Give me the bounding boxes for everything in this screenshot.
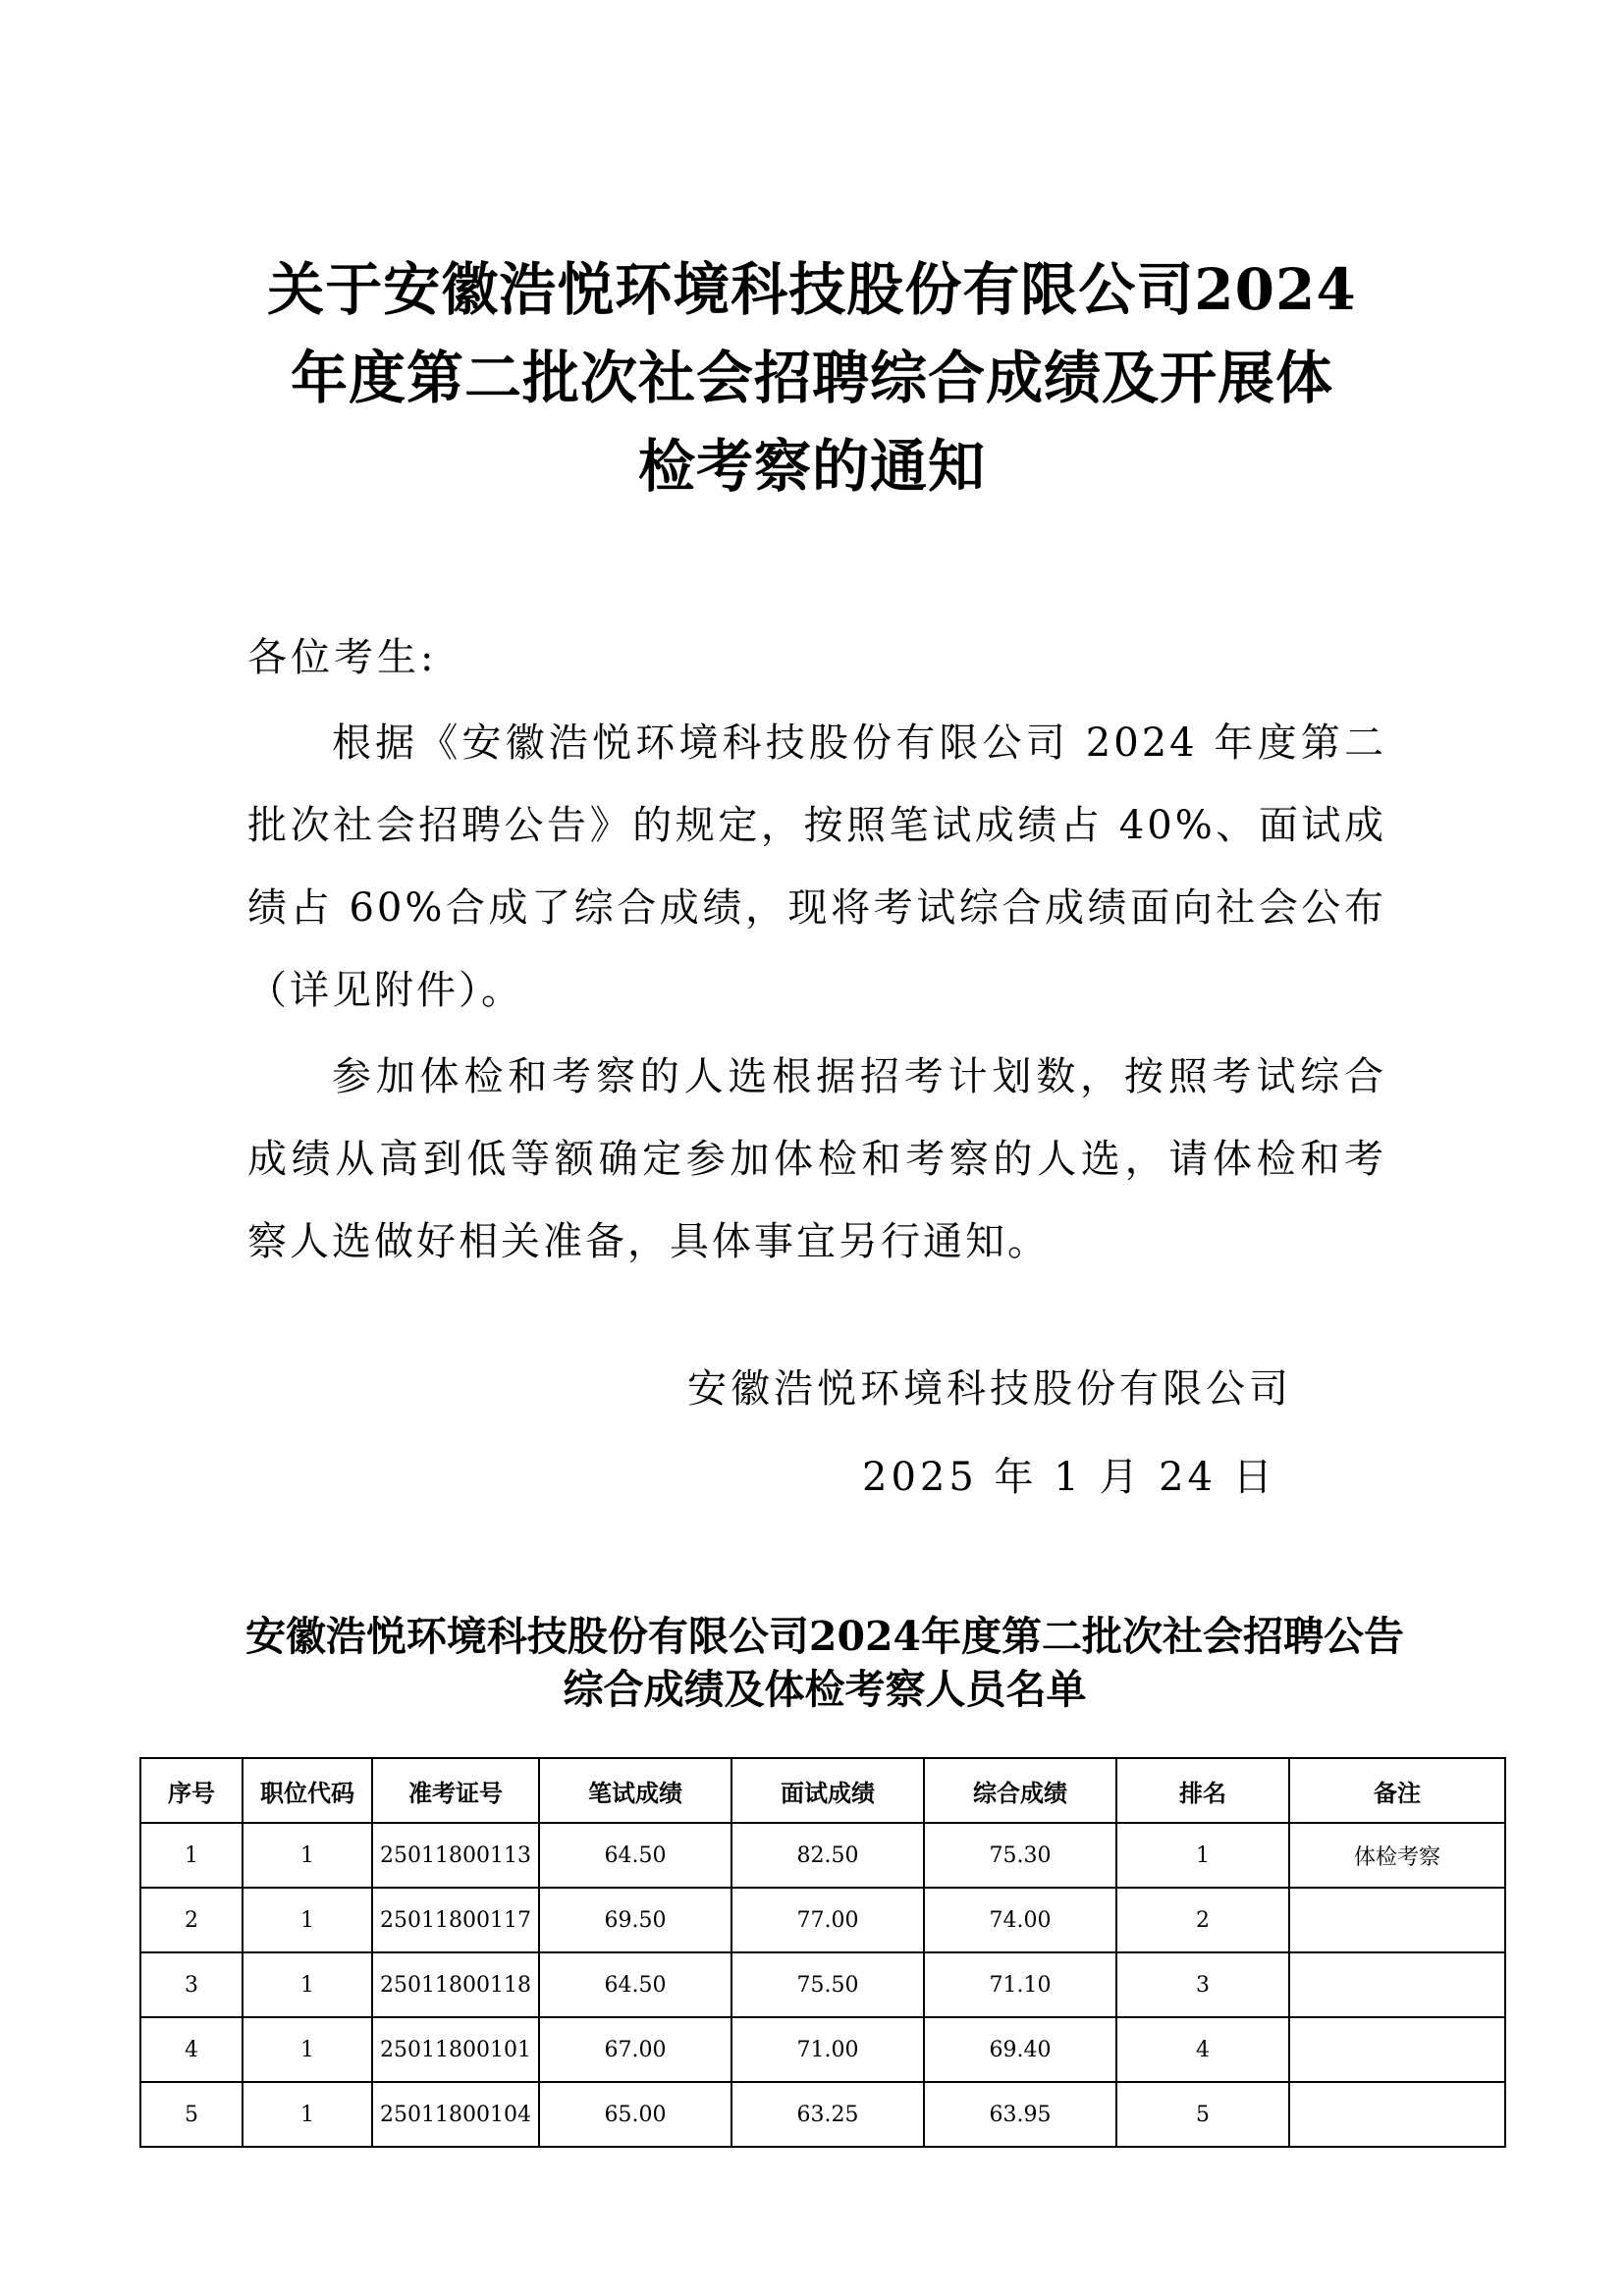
table-cell: 77.00 (731, 1888, 924, 1952)
table-cell: 3 (1116, 1952, 1289, 2017)
notice-title-line: 关于安徽浩悦环境科技股份有限公司2024 (267, 256, 1357, 323)
table-cell: 69.50 (539, 1888, 731, 1952)
header-cell: 职位代码 (243, 1758, 372, 1823)
table-cell: 71.00 (731, 2017, 924, 2082)
header-cell: 排名 (1116, 1758, 1289, 1823)
results-table (139, 1757, 1506, 2148)
table-cell: 25011800118 (372, 1952, 539, 2017)
table-cell: 64.50 (539, 1823, 731, 1888)
header-cell: 序号 (140, 1758, 243, 1823)
table-cell: 63.95 (924, 2082, 1116, 2147)
signature-company: 安徽浩悦环境科技股份有限公司 (687, 1366, 1292, 1412)
table-title-line: 综合成绩及体检考察人员名单 (563, 1666, 1087, 1713)
table-cell (1289, 2082, 1505, 2147)
signature-date: 2025 年 1 月 24 日 (862, 1455, 1276, 1500)
body-paragraph-1: 根据《安徽浩悦环境科技股份有限公司 2024 年度第二批次社会招聘公告》的规定，按照笔试成绩占 40%、面试成绩占 60%合成了综合成绩，现将考试综合成绩面向社会公布（详见附件）。 (247, 721, 1386, 1013)
table-cell (1289, 1888, 1505, 1952)
table-cell: 4 (140, 2017, 243, 2082)
table-cell: 75.50 (731, 1952, 924, 2017)
table-cell: 75.30 (924, 1823, 1116, 1888)
table-cell: 2 (140, 1888, 243, 1952)
table-cell (1289, 1952, 1505, 2017)
table-row (140, 1823, 1505, 1888)
table-title (137, 1610, 1512, 1716)
table-cell: 64.50 (539, 1952, 731, 2017)
table-cell: 1 (243, 1823, 372, 1888)
table-cell: 71.10 (924, 1952, 1116, 2017)
table-cell: 65.00 (539, 2082, 731, 2147)
table-cell: 25011800104 (372, 2082, 539, 2147)
table-row (140, 1888, 1505, 1952)
header-cell: 面试成绩 (731, 1758, 924, 1823)
table-cell: 3 (140, 1952, 243, 2017)
table-cell: 体检考察 (1289, 1823, 1505, 1888)
greeting: 各位考生: (247, 635, 438, 680)
header-cell: 准考证号 (372, 1758, 539, 1823)
notice-title-line: 检考察的通知 (637, 433, 986, 500)
table-cell: 82.50 (731, 1823, 924, 1888)
table-cell: 4 (1116, 2017, 1289, 2082)
table-cell: 74.00 (924, 1888, 1116, 1952)
table-cell: 2 (1116, 1888, 1289, 1952)
table-row (140, 2017, 1505, 2082)
notice-title-line: 年度第二批次社会招聘综合成绩及开展体 (290, 345, 1333, 411)
table-cell: 1 (243, 2017, 372, 2082)
table-cell: 63.25 (731, 2082, 924, 2147)
table-cell: 25011800101 (372, 2017, 539, 2082)
table-row (140, 1952, 1505, 2017)
header-cell: 备注 (1289, 1758, 1505, 1823)
table-cell: 69.40 (924, 2017, 1116, 2082)
notice-title (196, 245, 1428, 510)
header-cell: 笔试成绩 (539, 1758, 731, 1823)
table-cell: 5 (140, 2082, 243, 2147)
table-cell: 25011800113 (372, 1823, 539, 1888)
table-cell: 1 (243, 1952, 372, 2017)
header-cell: 综合成绩 (924, 1758, 1116, 1823)
table-cell: 1 (140, 1823, 243, 1888)
table-cell: 5 (1116, 2082, 1289, 2147)
table-title-line: 安徽浩悦环境科技股份有限公司2024年度第二批次社会招聘公告 (244, 1613, 1405, 1660)
table-cell (1289, 2017, 1505, 2082)
table-cell: 67.00 (539, 2017, 731, 2082)
table-row (140, 2082, 1505, 2147)
body-paragraph-2: 参加体检和考察的人选根据招考计划数，按照考试综合成绩从高到低等额确定参加体检和考察的人选，请体检和考察人选做好相关准备，具体事宜另行通知。 (247, 1054, 1386, 1264)
table-cell: 1 (243, 1888, 372, 1952)
table-cell: 1 (243, 2082, 372, 2147)
table-header-row (140, 1758, 1505, 1823)
table-cell: 25011800117 (372, 1888, 539, 1952)
table-cell: 1 (1116, 1823, 1289, 1888)
